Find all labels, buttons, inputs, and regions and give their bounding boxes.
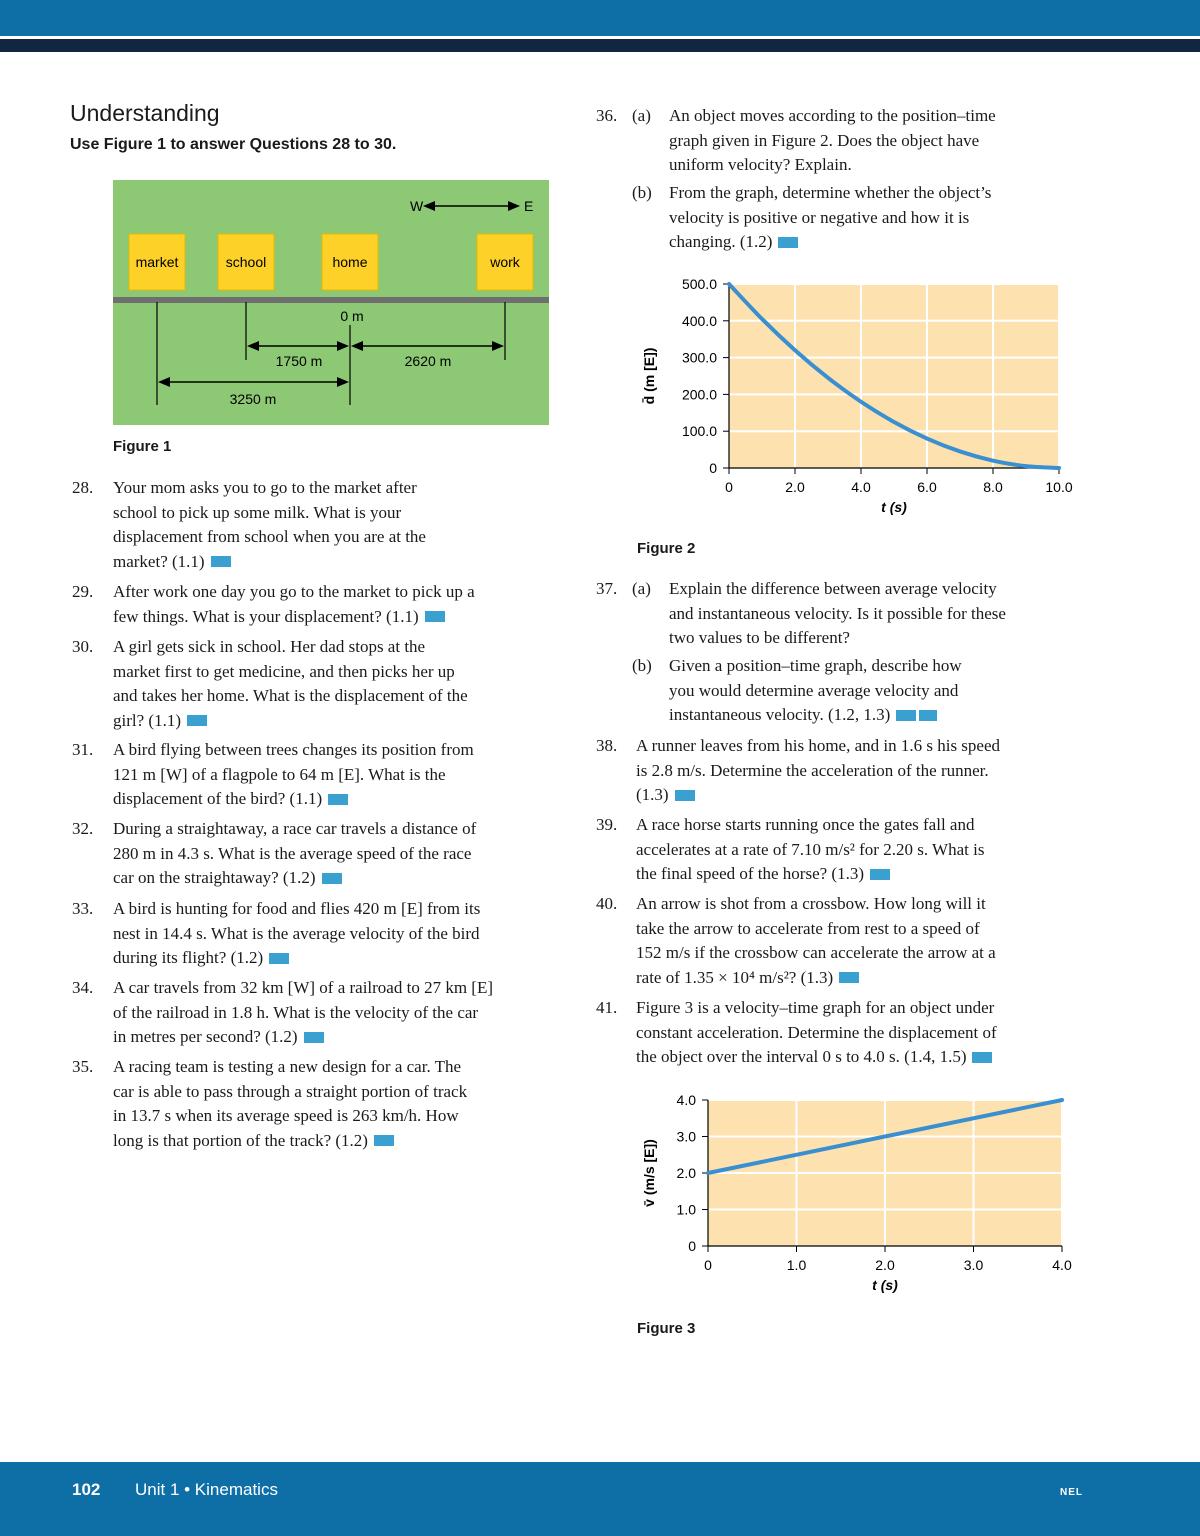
dist-home-work: 2620 m — [404, 353, 452, 369]
y-tick-label: 0 — [709, 460, 717, 476]
publisher-mark: NEL — [1060, 1487, 1083, 1498]
school-label: school — [225, 254, 267, 270]
y-tick-label: 1.0 — [676, 1201, 696, 1218]
y-tick-label: 400.0 — [681, 312, 717, 329]
header-bar — [0, 0, 1200, 36]
figure-3-caption: Figure 3 — [637, 1320, 696, 1337]
x-tick-label: 10.0 — [1045, 479, 1073, 495]
x-axis-label: t (s) — [881, 499, 907, 515]
skill-tag-icon — [328, 794, 348, 805]
page-number: 102 — [72, 1480, 101, 1499]
y-tick-label: 200.0 — [681, 386, 717, 403]
skill-tag-icon — [896, 710, 916, 721]
section-instruction: Use Figure 1 to answer Questions 28 to 30. — [70, 136, 397, 153]
section-title: Understanding — [70, 100, 220, 126]
skill-tag-icon — [778, 237, 798, 248]
header-stripe — [0, 39, 1200, 52]
figure-1-diagram — [113, 180, 549, 425]
origin-label: 0 m — [340, 308, 364, 324]
x-tick-label: 2.0 — [875, 1257, 895, 1273]
y-tick-label: 4.0 — [676, 1092, 696, 1108]
y-tick-label: 500.0 — [681, 276, 717, 292]
figure-2-chart — [630, 270, 1080, 530]
y-tick-label: 2.0 — [676, 1165, 696, 1181]
y-tick-label: 100.0 — [681, 423, 717, 440]
skill-tag-icon — [425, 611, 445, 622]
unit-title: Unit 1 • Kinematics — [135, 1480, 278, 1499]
x-axis-label: t (s) — [872, 1277, 898, 1293]
skill-tag-icon — [269, 953, 289, 964]
skill-tag-icon — [972, 1052, 992, 1063]
home-label: home — [332, 254, 368, 270]
figure-1-caption: Figure 1 — [113, 438, 172, 455]
y-tick-label: 300.0 — [681, 349, 717, 366]
figure-3-chart — [630, 1088, 1080, 1308]
y-axis-label: v̄ (m/s [E]) — [641, 1139, 657, 1207]
market-label: market — [135, 254, 179, 270]
dist-school-home: 1750 m — [275, 353, 323, 369]
x-tick-label: 3.0 — [963, 1257, 984, 1273]
x-tick-label: 2.0 — [785, 479, 805, 495]
skill-tag-icon — [919, 710, 937, 721]
x-tick-label: 4.0 — [1052, 1257, 1072, 1273]
x-tick-label: 8.0 — [983, 479, 1003, 495]
x-tick-label: 0 — [704, 1257, 712, 1273]
skill-tag-icon — [839, 972, 859, 983]
direction-e: E — [524, 198, 534, 214]
y-axis-label: d̄ (m [E]) — [641, 347, 657, 405]
x-tick-label: 1.0 — [786, 1257, 807, 1273]
x-tick-label: 0 — [725, 479, 733, 495]
skill-tag-icon — [870, 869, 890, 880]
skill-tag-icon — [211, 556, 231, 567]
skill-tag-icon — [322, 873, 342, 884]
skill-tag-icon — [304, 1032, 324, 1043]
x-tick-label: 6.0 — [917, 479, 937, 495]
plot-area — [729, 284, 1059, 468]
direction-w: W — [410, 198, 424, 214]
work-label: work — [490, 254, 520, 270]
skill-tag-icon — [374, 1135, 394, 1146]
x-tick-label: 4.0 — [851, 479, 871, 495]
y-tick-label: 3.0 — [676, 1128, 696, 1145]
figure-2-caption: Figure 2 — [637, 540, 696, 557]
skill-tag-icon — [187, 715, 207, 726]
y-tick-label: 0 — [688, 1238, 696, 1254]
skill-tag-icon — [675, 790, 695, 801]
dist-market-home: 3250 m — [229, 391, 277, 407]
